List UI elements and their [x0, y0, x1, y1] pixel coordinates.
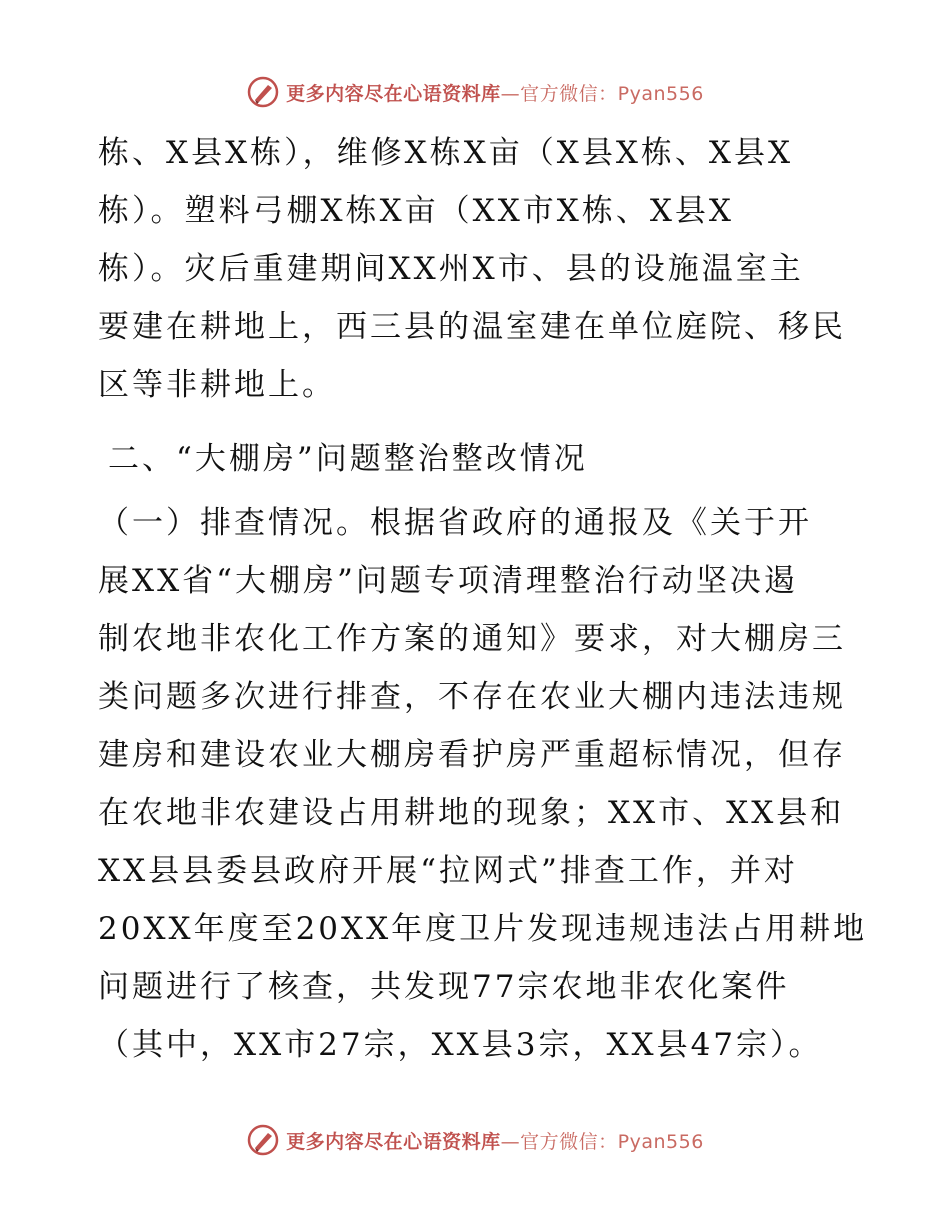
section-heading: 二、“大棚房”问题整治整改情况 [108, 441, 588, 477]
text-line: 问题进行了核查，共发现77宗农地非农化案件 [98, 969, 790, 1005]
watermark-strong-text: 更多内容尽在心语资料库 [286, 82, 501, 105]
text-line: 20XX年度至20XX年度卫片发现违规违法占用耕地 [98, 911, 868, 947]
footer-watermark [0, 1120, 950, 1160]
text-line: 栋）。塑料弓棚X栋X亩（XX市X栋、X县X [98, 193, 734, 229]
watermark-strong-text: 更多内容尽在心语资料库 [286, 1130, 501, 1153]
text-line: （一）排查情况。根据省政府的通报及《关于开 [98, 505, 812, 541]
text-line: 类问题多次进行排查，不存在农业大棚内违法违规 [98, 679, 846, 715]
watermark-suffix-text: —官方微信：Pyan556 [500, 82, 704, 105]
text-line: 展XX省“大棚房”问题专项清理整治行动坚决遏 [98, 563, 798, 599]
text-line: （其中，XX市27宗，XX县3宗，XX县47宗）。 [98, 1027, 823, 1063]
paragraph-2 [98, 494, 868, 1074]
text-line: 栋、X县X栋），维修X栋X亩（X县X栋、X县X [98, 135, 794, 171]
text-line: 栋）。灾后重建期间XX州X市、县的设施温室主 [98, 251, 804, 287]
document-body [98, 124, 868, 1074]
pen-logo-icon [246, 1123, 280, 1157]
text-line: XX县县委县政府开展“拉网式”排查工作，并对 [98, 853, 798, 889]
watermark-suffix-text: —官方微信：Pyan556 [500, 1130, 704, 1153]
text-line: 在农地非农建设占用耕地的现象；XX市、XX县和 [98, 795, 845, 831]
watermark-text [286, 1127, 704, 1154]
text-line: 区等非耕地上。 [98, 367, 336, 403]
text-line: 要建在耕地上，西三县的温室建在单位庭院、移民 [98, 309, 846, 345]
paragraph-1 [98, 124, 858, 414]
text-line: 制农地非农化工作方案的通知》要求，对大棚房三 [98, 621, 846, 657]
text-line: 建房和建设农业大棚房看护房严重超标情况，但存 [98, 737, 846, 773]
pen-logo-icon [246, 75, 280, 109]
watermark-text [286, 79, 704, 106]
header-watermark [0, 72, 950, 112]
